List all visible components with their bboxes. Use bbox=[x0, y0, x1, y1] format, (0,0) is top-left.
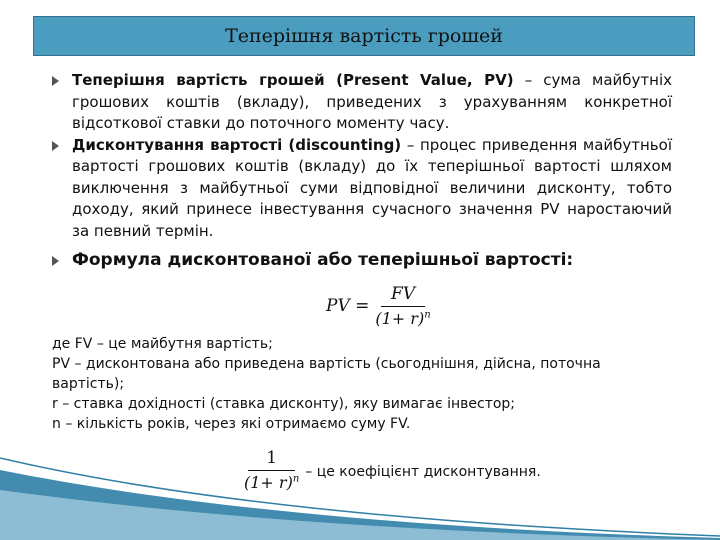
slide-title-bar bbox=[33, 16, 695, 56]
definition-line: де FV – це майбутня вартість; bbox=[52, 336, 273, 352]
bullet-present-value bbox=[52, 70, 672, 135]
bullet-term: Формула дисконтованої або теперішньої вартості: bbox=[72, 250, 574, 270]
bullet-list bbox=[52, 70, 672, 272]
triangle-bullet-icon bbox=[52, 141, 59, 151]
formula-denominator bbox=[375, 307, 430, 328]
definition-line: r – ставка дохідності (ставка дисконту), яку вимагає інвестор; bbox=[52, 396, 516, 412]
bullet-formula-heading bbox=[52, 250, 672, 272]
coefficient-exponent: n bbox=[292, 473, 300, 485]
definition-line: n – кількість років, через які отримаємо суму FV. bbox=[52, 416, 411, 432]
coefficient-numerator: 1 bbox=[248, 448, 295, 471]
triangle-bullet-icon bbox=[52, 256, 59, 266]
definitions bbox=[52, 334, 662, 434]
bullet-text: – процес приведення майбутньої вартості грошових коштів (вкладу) до їх теперішньої вартості шляхом виключення з майбутньої суми відповідної величини дисконту, тобто доходу, який принесе інвестування сучасного значення PV наростаючий за певний термін. bbox=[72, 135, 672, 240]
bullet-term: Теперішня вартість грошей (Present Value, PV) bbox=[72, 71, 514, 89]
pv-formula bbox=[326, 284, 431, 328]
coefficient-denominator-base: (1+ r) bbox=[244, 473, 293, 492]
formula-lhs: PV = bbox=[326, 296, 370, 316]
definition-line: PV – дисконтована або приведена вартість (сьогоднішня, дійсна, поточна вартість); bbox=[52, 356, 601, 392]
formula-denominator-base: (1+ r) bbox=[375, 309, 425, 328]
formula-numerator: FV bbox=[381, 284, 425, 307]
coefficient-text: – це коефіцієнт дисконтування. bbox=[305, 464, 541, 480]
triangle-bullet-icon bbox=[52, 76, 59, 86]
formula-fraction bbox=[375, 284, 430, 328]
formula-exponent: n bbox=[424, 309, 431, 321]
slide-title: Теперішня вартість грошей bbox=[225, 25, 503, 47]
bullet-text: – сума майбутніх грошових коштів (вкладу), приведених з урахуванням конкретної відсоткової ставки до поточного моменту часу. bbox=[72, 71, 672, 132]
bullet-term: Дисконтування вартості (discounting) bbox=[72, 135, 402, 154]
bullet-discounting bbox=[52, 135, 672, 243]
decorative-wave bbox=[0, 450, 720, 540]
